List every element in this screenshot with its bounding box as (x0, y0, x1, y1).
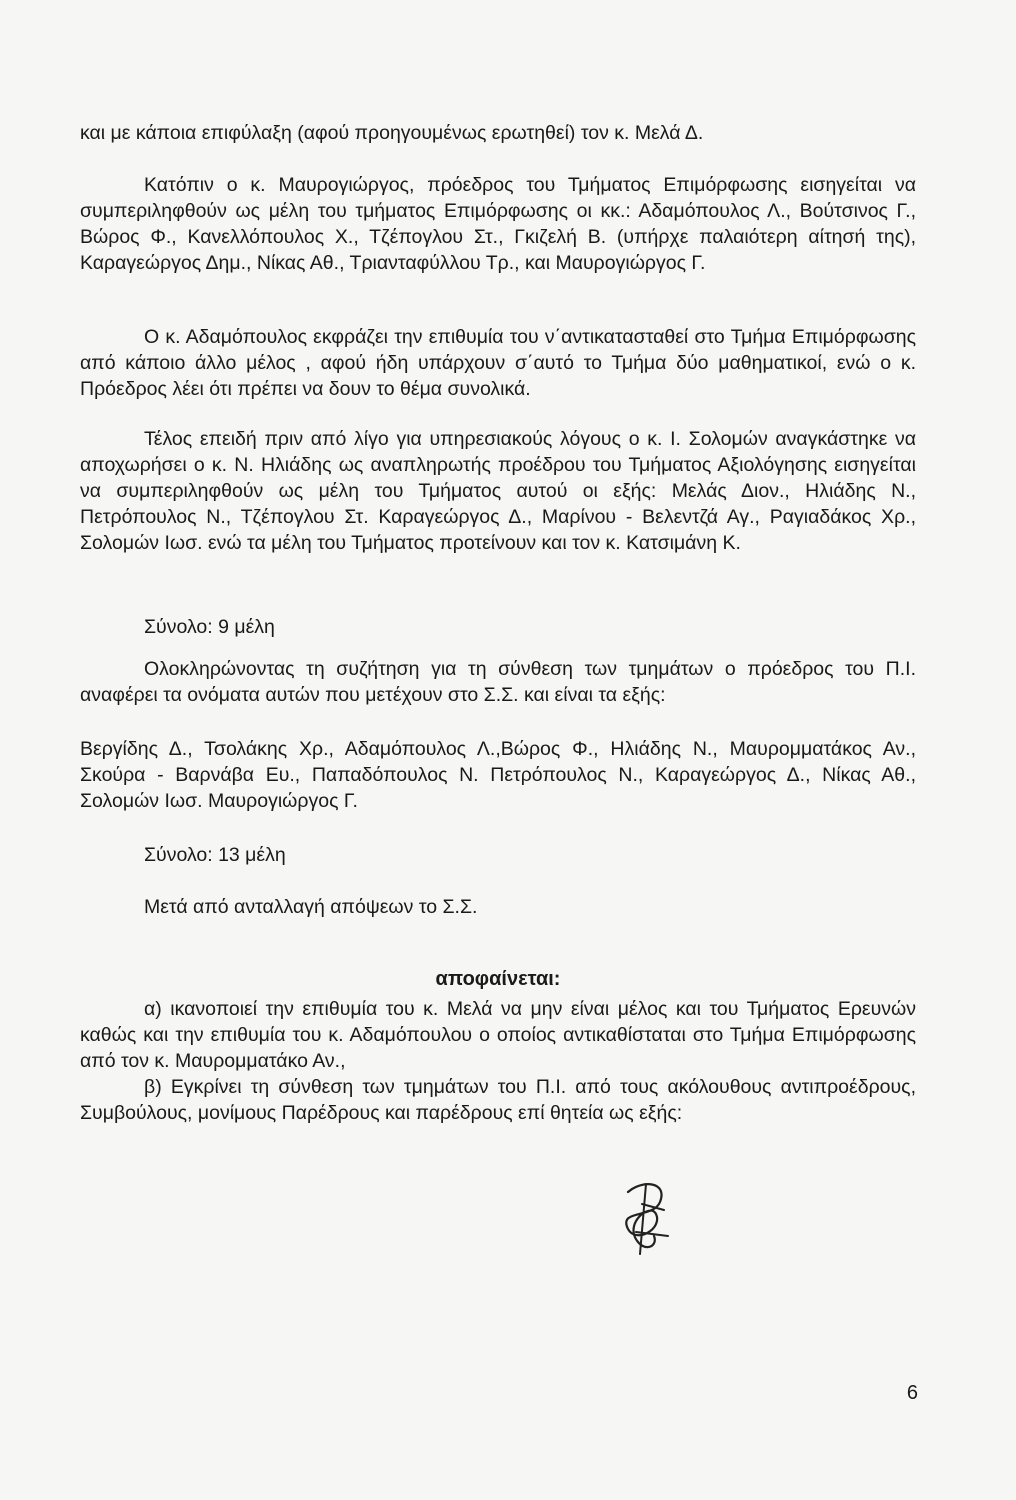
decision-heading: αποφαίνεται: (435, 968, 561, 990)
paragraph-total-9: Σύνολο: 9 μέλη (144, 616, 275, 638)
page-number: 6 (906, 1382, 918, 1404)
paragraph-1: και με κάποια επιφύλαξη (αφού προηγουμένως ερωτηθεί) τον κ. Μελά Δ. (80, 122, 704, 144)
paragraph-3: Ο κ. Αδαμόπουλος εκφράζει την επιθυμία του ν΄αντικατασταθεί στο Τμήμα Επιμόρφωσης από κάποιο άλλο μέλος , αφού ήδη υπάρχουν σ΄αυτό το Τμήμα δύο μαθηματικοί, ενώ ο κ. Πρόεδρος λέει ότι πρέπει να δουν το θέμα συνολικά. (80, 326, 916, 400)
paragraph-6: Ολοκληρώνοντας τη συζήτηση για τη σύνθεση των τμημάτων ο πρόεδρος του Π.Ι. αναφέρει τα ονόματα αυτών που μετέχουν στο Σ.Σ. και είναι τα εξής: (80, 658, 916, 706)
paragraph-decision-a: α) ικανοποιεί την επιθυμία του κ. Μελά να μην είναι μέλος και του Τμήματος Ερευνών καθώς και την επιθυμία του κ. Αδαμόπουλου ο οποίος αντικαθίσταται στο Τμήμα Επιμόρφωσης από τον κ. Μαυρομματάκο Αν., (80, 998, 916, 1072)
signature-icon (598, 1174, 688, 1264)
paragraph-members-list: Βεργίδης Δ., Τσολάκης Χρ., Αδαμόπουλος Λ.,Βώρος Φ., Ηλιάδης Ν., Μαυρομματάκος Αν., Σκούρα - Βαρνάβα Ευ., Παπαδόπουλος Ν. Πετρόπουλος Ν., Καραγεώργος Δ., Νίκας Αθ., Σολομών Ιωσ. Μαυρογιώργος Γ. (80, 738, 916, 812)
paragraph-2: Κατόπιν ο κ. Μαυρογιώργος, πρόεδρος του Τμήματος Επιμόρφωσης εισηγείται να συμπεριληφθούν ως μέλη του τμήματος Επιμόρφωσης οι κκ.: Αδαμόπουλος Λ., Βούτσινος Γ., Βώρος Φ., Κανελλόπουλος Χ., Τζέπογλου Στ., Γκιζελή Β. (υπήρχε παλαιότερη αίτησή της), Καραγεώργος Δημ., Νίκας Αθ., Τριανταφύλλου Τρ., και Μαυρογιώργος Γ. (80, 174, 916, 274)
paragraph-decision-b: β) Εγκρίνει τη σύνθεση των τμημάτων του Π.Ι. από τους ακόλουθους αντιπροέδρους, Συμβούλους, μονίμους Παρέδρους και παρέδρους επί θητεία ως εξής: (80, 1076, 916, 1124)
paragraph-9: Μετά από ανταλλαγή απόψεων το Σ.Σ. (144, 896, 478, 918)
paragraph-total-13: Σύνολο: 13 μέλη (144, 844, 286, 866)
paragraph-4: Τέλος επειδή πριν από λίγο για υπηρεσιακούς λόγους ο κ. Ι. Σολομών αναγκάστηκε να αποχωρήσει ο κ. Ν. Ηλιάδης ως αναπληρωτής προέδρου του Τμήματος Αξιολόγησης εισηγείται να συμπεριληφθούν ως μέλη του Τμήματος αυτού οι εξής: Μελάς Διον., Ηλιάδης Ν., Πετρόπουλος Ν., Τζέπογλου Στ. Καραγεώργος Δ., Μαρίνου - Βελεντζά Αγ., Ραγιαδάκος Χρ., Σολομών Ιωσ. ενώ τα μέλη του Τμήματος προτείνουν και τον κ. Κατσιμάνη Κ. (80, 428, 916, 554)
